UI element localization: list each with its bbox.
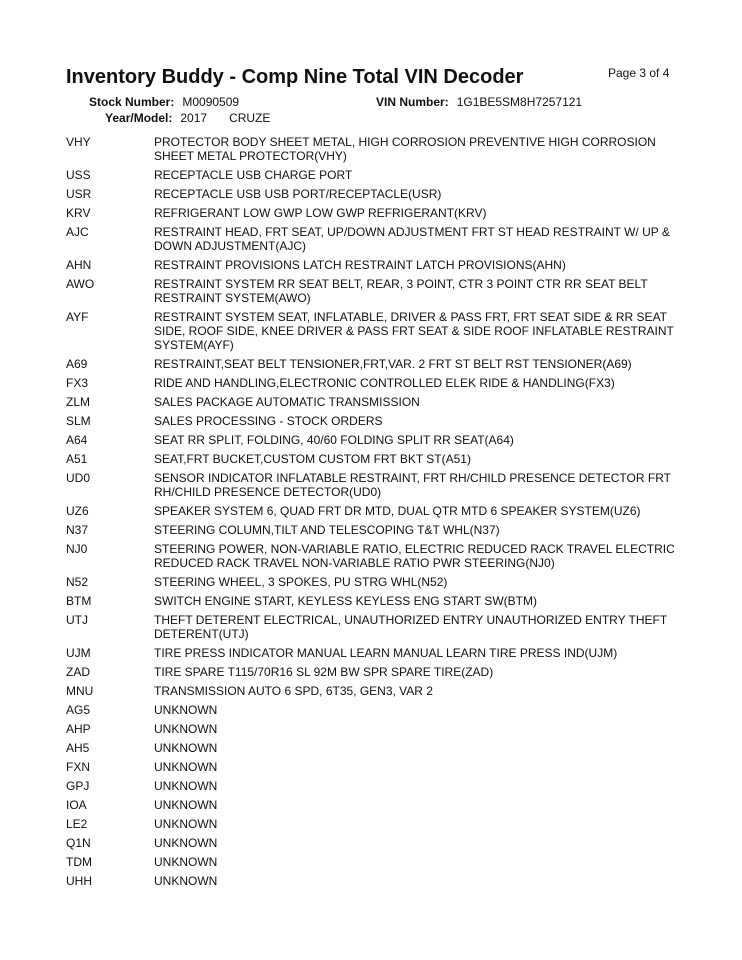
option-code-row: [66, 834, 686, 853]
option-code: A64: [66, 433, 88, 447]
option-code: UJM: [66, 646, 91, 660]
option-code: Q1N: [66, 836, 91, 850]
vin-number-value: 1G1BE5SM8H7257121: [456, 95, 583, 109]
option-code: AWO: [66, 277, 95, 291]
option-code: N37: [66, 523, 89, 537]
vin-number: [376, 95, 582, 109]
option-code-row: [66, 720, 686, 739]
option-code: FXN: [66, 760, 90, 774]
option-description: RECEPTACLE USB CHARGE PORT: [154, 168, 353, 182]
option-description: RESTRAINT PROVISIONS LATCH RESTRAINT LATCH PROVISIONS(AHN): [154, 258, 566, 272]
option-description: SALES PACKAGE AUTOMATIC TRANSMISSION: [154, 395, 420, 409]
option-description: STEERING COLUMN,TILT AND TELESCOPING T&T WHL(N37): [154, 523, 500, 537]
option-code-row: [66, 223, 686, 256]
option-code: AG5: [66, 703, 91, 717]
year-model: [105, 111, 270, 125]
option-code-row: [66, 450, 686, 469]
option-code-row: [66, 431, 686, 450]
option-code: AHP: [66, 722, 91, 736]
option-code-row: [66, 682, 686, 701]
option-code-row: [66, 739, 686, 758]
stock-number-label: Stock Number:: [89, 95, 175, 109]
option-code: KRV: [66, 206, 91, 220]
option-description: SEAT,FRT BUCKET,CUSTOM CUSTOM FRT BKT ST(A51): [154, 452, 471, 466]
option-code: UHH: [66, 874, 92, 888]
option-code: AYF: [66, 310, 89, 324]
option-description: UNKNOWN: [154, 741, 218, 755]
option-code-row: [66, 872, 686, 891]
option-code: A69: [66, 357, 88, 371]
year-value: 2017: [180, 111, 208, 125]
option-code-row: [66, 133, 686, 166]
option-code: ZLM: [66, 395, 90, 409]
stock-number-value: M0090509: [182, 95, 240, 109]
option-description: RESTRAINT SYSTEM RR SEAT BELT, REAR, 3 POINT, CTR 3 POINT CTR RR SEAT BELT RESTRAINT SYSTEM(AWO): [154, 277, 648, 305]
option-description: SENSOR INDICATOR INFLATABLE RESTRAINT, FRT RH/CHILD PRESENCE DETECTOR FRT RH/CHILD PRESENCE DETECTOR(UD0): [154, 471, 671, 499]
option-description: UNKNOWN: [154, 836, 218, 850]
option-code-row: [66, 540, 686, 573]
option-description: UNKNOWN: [154, 874, 218, 888]
option-description: TIRE PRESS INDICATOR MANUAL LEARN MANUAL LEARN TIRE PRESS IND(UJM): [154, 646, 618, 660]
option-code-row: [66, 393, 686, 412]
page-number: Page 3 of 4: [608, 66, 670, 80]
option-code-row: [66, 796, 686, 815]
option-code-row: [66, 355, 686, 374]
option-code-row: [66, 521, 686, 540]
option-code-row: [66, 592, 686, 611]
option-code-row: [66, 644, 686, 663]
option-description: THEFT DETERENT ELECTRICAL, UNAUTHORIZED ENTRY UNAUTHORIZED ENTRY THEFT DETERENT(UTJ): [154, 613, 667, 641]
option-code-row: [66, 502, 686, 521]
option-description: RECEPTACLE USB USB PORT/RECEPTACLE(USR): [154, 187, 442, 201]
option-code-row: [66, 853, 686, 872]
option-code-row: [66, 166, 686, 185]
option-description: UNKNOWN: [154, 722, 218, 736]
option-code: MNU: [66, 684, 94, 698]
option-code-row: [66, 308, 686, 355]
option-code-row: [66, 777, 686, 796]
model-value: CRUZE: [229, 111, 271, 125]
option-description: UNKNOWN: [154, 855, 218, 869]
option-code: GPJ: [66, 779, 90, 793]
option-code-list: [66, 133, 686, 891]
option-description: TIRE SPARE T115/70R16 SL 92M BW SPR SPARE TIRE(ZAD): [154, 665, 494, 679]
option-description: SPEAKER SYSTEM 6, QUAD FRT DR MTD, DUAL QTR MTD 6 SPEAKER SYSTEM(UZ6): [154, 504, 641, 518]
option-description: UNKNOWN: [154, 760, 218, 774]
option-code: UTJ: [66, 613, 88, 627]
option-code-row: [66, 204, 686, 223]
option-code: TDM: [66, 855, 92, 869]
option-description: REFRIGERANT LOW GWP LOW GWP REFRIGERANT(KRV): [154, 206, 487, 220]
option-code: A51: [66, 452, 88, 466]
option-code: VHY: [66, 135, 91, 149]
year-model-label: Year/Model:: [105, 111, 173, 125]
option-description: RIDE AND HANDLING,ELECTRONIC CONTROLLED ELEK RIDE & HANDLING(FX3): [154, 376, 615, 390]
option-code: SLM: [66, 414, 91, 428]
option-code: IOA: [66, 798, 87, 812]
option-code: NJ0: [66, 542, 88, 556]
option-code-row: [66, 185, 686, 204]
option-code-row: [66, 758, 686, 777]
option-code: UD0: [66, 471, 91, 485]
option-code: AHN: [66, 258, 92, 272]
option-description: UNKNOWN: [154, 817, 218, 831]
vin-number-label: VIN Number:: [376, 95, 449, 109]
option-code-row: [66, 815, 686, 834]
option-description: UNKNOWN: [154, 798, 218, 812]
option-description: STEERING POWER, NON-VARIABLE RATIO, ELECTRIC REDUCED RACK TRAVEL ELECTRIC REDUCED RACK TRAVEL NON-VARIABLE RATIO PWR STEERING(NJ0): [154, 542, 675, 570]
option-code-row: [66, 412, 686, 431]
option-description: RESTRAINT SYSTEM SEAT, INFLATABLE, DRIVER & PASS FRT, FRT SEAT SIDE & RR SEAT SIDE, ROOF SIDE, KNEE DRIVER & PASS FRT SEAT & SIDE ROOF INFLATABLE RESTRAINT SYSTEM(AYF): [154, 310, 674, 352]
option-code-row: [66, 469, 686, 502]
option-code: USS: [66, 168, 91, 182]
option-description: SALES PROCESSING - STOCK ORDERS: [154, 414, 383, 428]
option-code-row: [66, 256, 686, 275]
page-title: Inventory Buddy - Comp Nine Total VIN Decoder: [66, 66, 524, 88]
option-code: USR: [66, 187, 92, 201]
option-code-row: [66, 663, 686, 682]
option-code: N52: [66, 575, 89, 589]
option-description: RESTRAINT HEAD, FRT SEAT, UP/DOWN ADJUSTMENT FRT ST HEAD RESTRAINT W/ UP & DOWN ADJUSTMENT(AJC): [154, 225, 670, 253]
option-code: ZAD: [66, 665, 90, 679]
option-code: AJC: [66, 225, 89, 239]
option-description: PROTECTOR BODY SHEET METAL, HIGH CORROSION PREVENTIVE HIGH CORROSION SHEET METAL PROTECTOR(VHY): [154, 135, 656, 163]
option-description: STEERING WHEEL, 3 SPOKES, PU STRG WHL(N52): [154, 575, 448, 589]
option-description: SWITCH ENGINE START, KEYLESS KEYLESS ENG START SW(BTM): [154, 594, 537, 608]
option-description: RESTRAINT,SEAT BELT TENSIONER,FRT,VAR. 2 FRT ST BELT RST TENSIONER(A69): [154, 357, 632, 371]
option-description: UNKNOWN: [154, 703, 218, 717]
option-code: UZ6: [66, 504, 89, 518]
option-code: BTM: [66, 594, 92, 608]
option-description: SEAT RR SPLIT, FOLDING, 40/60 FOLDING SPLIT RR SEAT(A64): [154, 433, 514, 447]
option-description: UNKNOWN: [154, 779, 218, 793]
option-code: FX3: [66, 376, 89, 390]
stock-number: [89, 95, 239, 109]
option-code-row: [66, 701, 686, 720]
option-code-row: [66, 611, 686, 644]
option-code-row: [66, 374, 686, 393]
option-code-row: [66, 275, 686, 308]
option-code-row: [66, 573, 686, 592]
option-description: TRANSMISSION AUTO 6 SPD, 6T35, GEN3, VAR 2: [154, 684, 433, 698]
option-code: LE2: [66, 817, 88, 831]
option-code: AH5: [66, 741, 90, 755]
